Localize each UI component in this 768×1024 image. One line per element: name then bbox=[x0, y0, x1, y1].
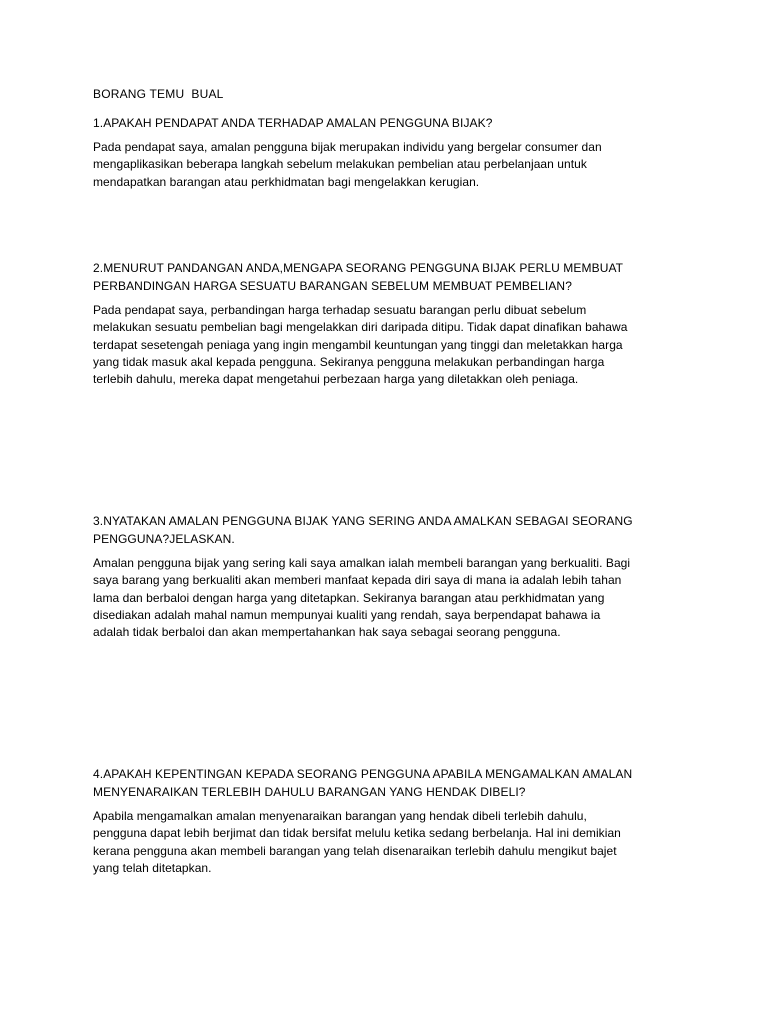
answer-3: Amalan pengguna bijak yang sering kali saya amalkan ialah membeli barangan yang berkualiti. Bagi saya barang yang berkualiti akan memberi manfaat kepada diri saya di mana ia adalah lebih tahan lama dan berbaloi dengan harga yang ditetapkan. Sekiranya barangan atau perkhidmatan yang disediakan adalah mahal namun mempunyai kualiti yang rendah, saya berpendapat bahawa ia adalah tidak berbaloi dan akan mempertahankan hak saya sebagai seorang pengguna. bbox=[93, 556, 631, 640]
interview-section-3 bbox=[93, 512, 678, 641]
interview-section-4 bbox=[93, 765, 678, 877]
question-2: 2.MENURUT PANDANGAN ANDA,MENGAPA SEORANG PENGGUNA BIJAK PERLU MEMBUAT PERBANDINGAN HARGA SESUATU BARANGAN SEBELUM MEMBUAT PEMBELIAN? bbox=[93, 261, 624, 293]
question-3: 3.NYATAKAN AMALAN PENGGUNA BIJAK YANG SERING ANDA AMALKAN SEBAGAI SEORANG PENGGUNA?JELASKAN. bbox=[93, 514, 633, 546]
interview-section-1 bbox=[93, 114, 678, 191]
interview-section-2 bbox=[93, 259, 678, 388]
answer-4: Apabila mengamalkan amalan menyenaraikan barangan yang hendak dibeli terlebih dahulu, pengguna dapat lebih berjimat dan tidak bersifat melulu ketika sedang berbelanja. Hal ini demikian kerana pengguna akan membeli barangan yang telah disenaraikan terlebih dahulu mengikut bajet yang telah ditetapkan. bbox=[93, 809, 621, 875]
question-1: 1.APAKAH PENDAPAT ANDA TERHADAP AMALAN PENGGUNA BIJAK? bbox=[93, 116, 493, 130]
document-title: BORANG TEMU BUAL bbox=[93, 87, 224, 101]
answer-2: Pada pendapat saya, perbandingan harga terhadap sesuatu barangan perlu dibuat sebelum melakukan sesuatu pembelian bagi mengelakkan diri daripada ditipu. Tidak dapat dinafikan bahawa terdapat sesetengah peniaga yang ingin mengambil keuntungan yang tinggi dan meletakkan harga yang tidak masuk akal kepada pengguna. Sekiranya pengguna melakukan perbandingan harga terlebih dahulu, mereka dapat mengetahui perbezaan harga yang diletakkan oleh peniaga. bbox=[93, 303, 628, 387]
answer-1: Pada pendapat saya, amalan pengguna bijak merupakan individu yang bergelar consumer dan mengaplikasikan beberapa langkah sebelum melakukan pembelian atau perbelanjaan untuk mendapatkan barangan atau perkhidmatan bagi mengelakkan kerugian. bbox=[93, 140, 602, 189]
question-4: 4.APAKAH KEPENTINGAN KEPADA SEORANG PENGGUNA APABILA MENGAMALKAN AMALAN MENYENARAIKAN TERLEBIH DAHULU BARANGAN YANG HENDAK DIBELI? bbox=[93, 767, 633, 799]
